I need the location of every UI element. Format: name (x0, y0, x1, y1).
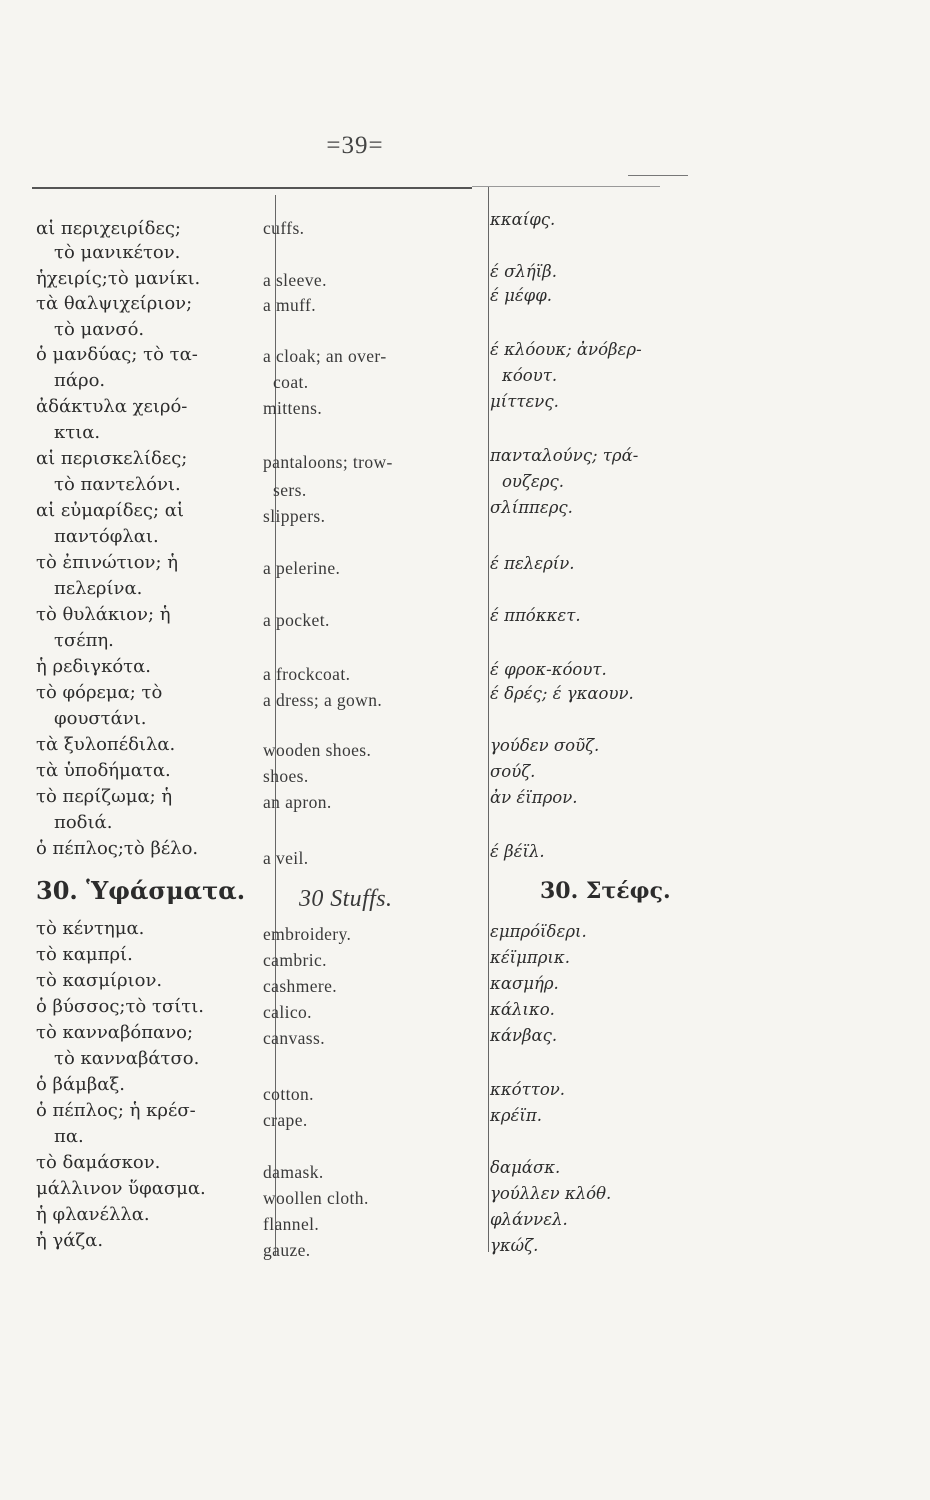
greek-entry: τὸ κανναβάτσο. (54, 1048, 200, 1069)
pronunciation-entry: κάλικο. (490, 1000, 555, 1019)
greek-entry: ὁ βάμβαξ. (36, 1074, 126, 1095)
pronunciation-entry: ουζερς. (502, 472, 564, 491)
pronunciation-entry: γούδεν σοῦζ. (490, 736, 600, 755)
greek-entry: πάρο. (54, 370, 106, 391)
english-entry: a dress; a gown. (263, 690, 383, 710)
english-entry: cotton. (263, 1084, 314, 1104)
pronunciation-entry: κκόττον. (490, 1080, 566, 1099)
greek-entry: τὸ κανναβόπανο; (36, 1022, 194, 1043)
greek-entry: τὸ κέντημα. (36, 918, 145, 939)
pronunciation-entry: κασμήρ. (490, 974, 559, 993)
pronunciation-entry: ἀν έϊπρον. (490, 788, 578, 807)
pronunciation-entry: έ ππόκκετ. (490, 606, 581, 625)
greek-entry: τὸ παντελόνι. (54, 474, 181, 495)
english-entry: a pelerine. (263, 558, 341, 578)
english-entry: cashmere. (263, 976, 338, 996)
english-entry: gauze. (263, 1240, 311, 1260)
english-entry: cuffs. (263, 218, 305, 238)
greek-entry: ἡ γάζα. (36, 1230, 104, 1251)
greek-entry: τὸ μανικέτον. (54, 242, 181, 263)
greek-entry: ποδιά. (54, 812, 113, 833)
section-heading: 30. Ὑφάσματα. (36, 876, 246, 905)
greek-entry: παντόφλαι. (54, 526, 159, 547)
greek-entry: τὸ δαμάσκον. (36, 1152, 161, 1173)
greek-entry: τὸ φόρεμα; τὸ (36, 682, 163, 703)
english-entry: embroidery. (263, 924, 352, 944)
pronunciation-entry: κκαίφς. (490, 210, 556, 229)
top-rule-right (472, 186, 660, 187)
pronunciation-entry: έ πελερίν. (490, 554, 575, 573)
section-heading: 30 Stuffs. (299, 886, 393, 912)
pronunciation-entry: σλίππερς. (490, 498, 573, 517)
english-entry: slippers. (263, 506, 326, 526)
pronunciation-entry: γούλλεν κλόθ. (490, 1184, 612, 1203)
english-entry: wooden shoes. (263, 740, 372, 760)
english-entry: a pocket. (263, 610, 330, 630)
english-entry: a veil. (263, 848, 309, 868)
english-entry: canvass. (263, 1028, 325, 1048)
english-entry: calico. (263, 1002, 312, 1022)
greek-entry: τὰ θαλψιχείριον; (36, 293, 193, 314)
greek-entry: πα. (54, 1126, 84, 1147)
greek-entry: φουστάνι. (54, 708, 147, 729)
greek-entry: ἡ φλανέλλα. (36, 1204, 150, 1225)
greek-entry: τὰ ξυλοπέδιλα. (36, 734, 176, 755)
greek-entry: τὸ περίζωμα; ἡ (36, 786, 173, 807)
english-entry: crape. (263, 1110, 308, 1130)
pronunciation-entry: έ δρές; έ γκαουν. (490, 684, 634, 703)
pronunciation-entry: έ σλήϊβ. (490, 262, 557, 281)
pronunciation-entry: έ μέφφ. (490, 286, 553, 305)
greek-entry: ὁ βύσσος;τὸ τσίτι. (36, 996, 205, 1017)
english-entry: damask. (263, 1162, 324, 1182)
pronunciation-entry: δαμάσκ. (490, 1158, 561, 1177)
english-entry: flannel. (263, 1214, 320, 1234)
pronunciation-entry: κρέϊπ. (490, 1106, 542, 1125)
greek-entry: ἡ ρεδιγκότα. (36, 656, 151, 677)
greek-entry: κτια. (54, 422, 101, 443)
greek-entry: τὸ καμπρί. (36, 944, 133, 965)
greek-entry: τσέπη. (54, 630, 114, 651)
section-heading: 30. Στέφς. (540, 878, 671, 904)
pronunciation-entry: κόουτ. (502, 366, 558, 385)
greek-entry: αἱ εὐμαρίδες; αἱ (36, 500, 184, 521)
english-entry: an apron. (263, 792, 332, 812)
pronunciation-entry: σούζ. (490, 762, 536, 781)
greek-entry: ὁ πέπλος; ἡ κρέσ- (36, 1100, 196, 1121)
english-entry: shoes. (263, 766, 309, 786)
pronunciation-entry: εμπρόϊδερι. (490, 922, 587, 941)
english-entry: woollen cloth. (263, 1188, 369, 1208)
english-entry: a muff. (263, 295, 317, 315)
greek-entry: τὸ ἐπινώτιον; ἡ (36, 552, 179, 573)
pronunciation-entry: πανταλούνς; τρά- (490, 446, 639, 465)
english-entry: pantaloons; trow- (263, 452, 393, 472)
english-entry: cambric. (263, 950, 327, 970)
english-entry: coat. (273, 372, 309, 392)
greek-entry: ἀδάκτυλα χειρό- (36, 396, 188, 417)
greek-entry: αἱ περισκελίδες; (36, 448, 188, 469)
english-entry: a cloak; an over- (263, 346, 387, 366)
pronunciation-entry: κέϊμπρικ. (490, 948, 570, 967)
greek-entry: τὸ θυλάκιον; ἡ (36, 604, 171, 625)
greek-entry: ὁ μανδύας; τὸ τα- (36, 344, 198, 365)
greek-entry: μάλλινον ὕφασμα. (36, 1178, 206, 1199)
pronunciation-entry: κάνβας. (490, 1026, 558, 1045)
pronunciation-entry: έ βέϊλ. (490, 842, 545, 861)
english-entry: mittens. (263, 398, 323, 418)
pronunciation-entry: μίττενς. (490, 392, 559, 411)
page-number: =39= (326, 132, 384, 159)
top-rule (32, 187, 472, 189)
english-entry: a sleeve. (263, 270, 327, 290)
short-rule (628, 175, 688, 176)
greek-entry: τὸ κασμίριον. (36, 970, 163, 991)
greek-entry: πελερίνα. (54, 578, 143, 599)
pronunciation-entry: γκώζ. (490, 1236, 539, 1255)
pronunciation-entry: έ φροκ-κόουτ. (490, 660, 607, 679)
greek-entry: αἱ περιχειρίδες; (36, 218, 181, 239)
english-entry: sers. (273, 480, 307, 500)
pronunciation-entry: έ κλόουκ; ἀνόβερ- (490, 340, 642, 359)
greek-entry: ὁ πέπλος;τὸ βέλο. (36, 838, 199, 859)
pronunciation-entry: φλάννελ. (490, 1210, 568, 1229)
greek-entry: τὰ ὑποδήματα. (36, 760, 171, 781)
greek-entry: ἡχειρίς;τὸ μανίκι. (36, 268, 201, 289)
greek-entry: τὸ μανσό. (54, 319, 145, 340)
column-divider-right (488, 187, 489, 1252)
english-entry: a frockcoat. (263, 664, 351, 684)
